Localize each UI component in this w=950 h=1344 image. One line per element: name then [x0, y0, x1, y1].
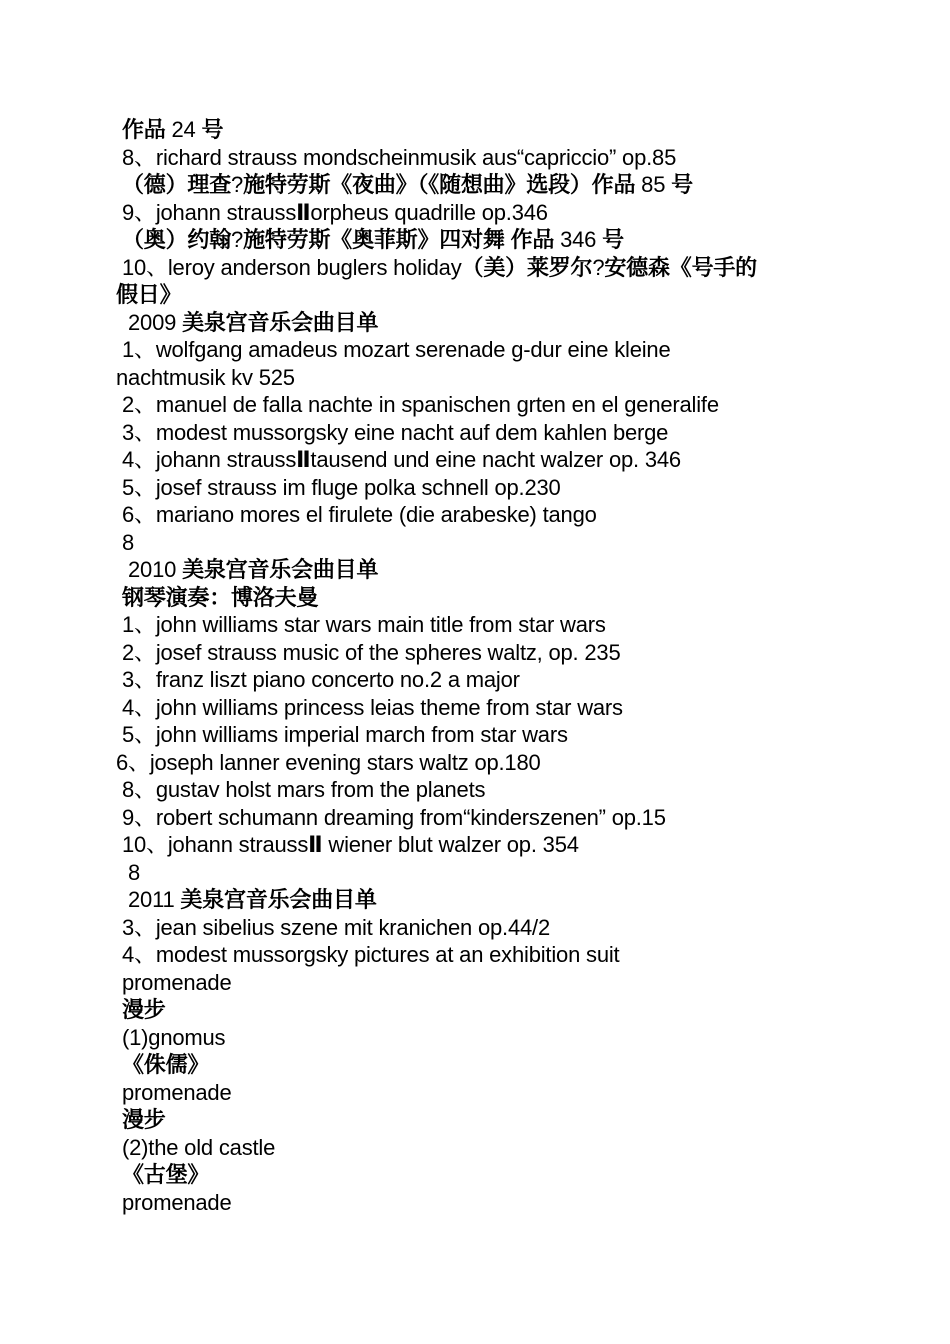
text-line [0, 611, 950, 639]
text-line [0, 116, 950, 144]
text-run: 24 [165, 117, 202, 142]
text-line [0, 749, 950, 777]
text-run: 5、josef strauss im fluge polka schnell op.230 [122, 474, 561, 500]
text-line [0, 584, 950, 612]
bold-text-run: 《侏儒》 [122, 1052, 210, 1077]
text-line [0, 996, 950, 1024]
text-run: promenade [122, 969, 232, 995]
text-run: wiener blut walzer op. 354 [322, 832, 579, 857]
bold-text-run: （奥）约翰 [122, 227, 232, 252]
text-line [0, 419, 950, 447]
text-line [0, 254, 950, 282]
text-run: 1、wolfgang amadeus mozart serenade g-dur eine kleine [122, 337, 671, 362]
text-line [0, 804, 950, 832]
text-line [0, 309, 950, 337]
text-line [0, 776, 950, 804]
bold-text-run: 钢琴演奏：博洛夫曼 [122, 584, 319, 610]
text-line [0, 1024, 950, 1052]
text-run: 3、franz liszt piano concerto no.2 a major [122, 667, 520, 692]
text-run: 6、mariano mores el firulete (die arabeske) tango [122, 502, 597, 527]
text-run: 2、josef strauss music of the spheres waltz, op. 235 [122, 639, 621, 665]
text-line [0, 501, 950, 529]
text-line [0, 969, 950, 997]
text-line [0, 226, 950, 254]
text-line [0, 336, 950, 364]
text-line [0, 1134, 950, 1162]
text-line [0, 666, 950, 694]
text-run: 3、jean sibelius szene mit kranichen op.44/2 [122, 914, 550, 940]
text-line [0, 281, 950, 309]
bold-text-run: Ⅱ [308, 832, 323, 857]
text-line [0, 831, 950, 859]
text-line [0, 144, 950, 172]
text-run: 2009 [128, 309, 183, 335]
text-run: promenade [122, 1189, 232, 1215]
text-line [0, 886, 950, 914]
text-run: 6、joseph lanner evening stars waltz op.180 [116, 749, 541, 775]
text-run: ? [231, 227, 244, 252]
text-line [0, 1106, 950, 1134]
text-run: 8 [122, 529, 135, 555]
bold-text-run: 施特劳斯《夜曲》（《随想曲》选段）作品 [243, 172, 636, 197]
text-run: (1)gnomus [122, 1024, 226, 1050]
bold-text-run: 安德森《号手的 [604, 254, 757, 280]
text-run: 1、john williams star wars main title from star wars [122, 612, 606, 637]
bold-text-run: （德）理查 [122, 172, 232, 197]
bold-text-run: Ⅱ [296, 199, 311, 225]
bold-text-run: 作品 [122, 117, 166, 142]
bold-text-run: 漫步 [122, 1107, 166, 1132]
text-run: promenade [122, 1079, 232, 1105]
text-run: 10、johann strauss [122, 832, 309, 857]
text-run: 9、johann strauss [122, 199, 297, 225]
text-run: ? [231, 172, 244, 197]
bold-text-run: 美泉宫音乐会曲目单 [180, 887, 377, 912]
text-run: 2011 [128, 887, 181, 912]
text-run: 10、leroy anderson buglers holiday [122, 254, 462, 280]
bold-text-run: 美泉宫音乐会曲目单 [182, 557, 379, 582]
text-run: tausend und eine nacht walzer op. 346 [310, 447, 681, 472]
bold-text-run: 号 [602, 227, 624, 252]
text-line [0, 721, 950, 749]
text-line [0, 1161, 950, 1189]
text-run: orpheus quadrille op.346 [310, 199, 548, 225]
text-line [0, 474, 950, 502]
bold-text-run: Ⅱ [296, 447, 311, 472]
bold-text-run: 号 [201, 117, 224, 142]
text-line [0, 639, 950, 667]
text-line [0, 859, 950, 887]
text-run: 9、robert schumann dreaming from“kinderszenen” op.15 [122, 804, 666, 830]
text-line [0, 556, 950, 584]
text-line [0, 694, 950, 722]
text-run: 85 [635, 172, 672, 197]
document-text-body [0, 116, 950, 1216]
bold-text-run: 美泉宫音乐会曲目单 [182, 309, 379, 335]
text-line [0, 914, 950, 942]
text-line [0, 1051, 950, 1079]
text-line [0, 391, 950, 419]
bold-text-run: 施特劳斯《奥菲斯》四对舞 作品 [243, 227, 555, 252]
bold-text-run: （美）莱罗尔 [461, 254, 593, 280]
text-run: 346 [554, 227, 603, 252]
text-run: 2010 [128, 557, 183, 582]
bold-text-run: 号 [671, 172, 693, 197]
text-line [0, 1079, 950, 1107]
text-run: nachtmusik kv 525 [116, 364, 295, 390]
text-run: 2、manuel de falla nachte in spanischen grten en el generalife [122, 392, 719, 417]
bold-text-run: 漫步 [122, 997, 166, 1022]
text-line [0, 941, 950, 969]
text-line [0, 529, 950, 557]
text-run: 8、gustav holst mars from the planets [122, 777, 486, 802]
text-run: 8、richard strauss mondscheinmusik aus“capriccio” op.85 [122, 144, 677, 170]
text-run: 4、johann strauss [122, 447, 297, 472]
text-line [0, 171, 950, 199]
text-run: (2)the old castle [122, 1134, 276, 1160]
text-run: 5、john williams imperial march from star wars [122, 722, 568, 747]
text-run: 4、john williams princess leias theme from star wars [122, 694, 623, 720]
text-run: ? [592, 254, 605, 280]
text-line [0, 1189, 950, 1217]
text-run: 3、modest mussorgsky eine nacht auf dem kahlen berge [122, 419, 669, 445]
text-run: 8 [128, 859, 141, 885]
text-line [0, 199, 950, 227]
text-line [0, 364, 950, 392]
bold-text-run: 《古堡》 [122, 1162, 210, 1187]
text-line [0, 446, 950, 474]
bold-text-run: 假日》 [116, 282, 182, 307]
text-run: 4、modest mussorgsky pictures at an exhibition suit [122, 942, 620, 967]
